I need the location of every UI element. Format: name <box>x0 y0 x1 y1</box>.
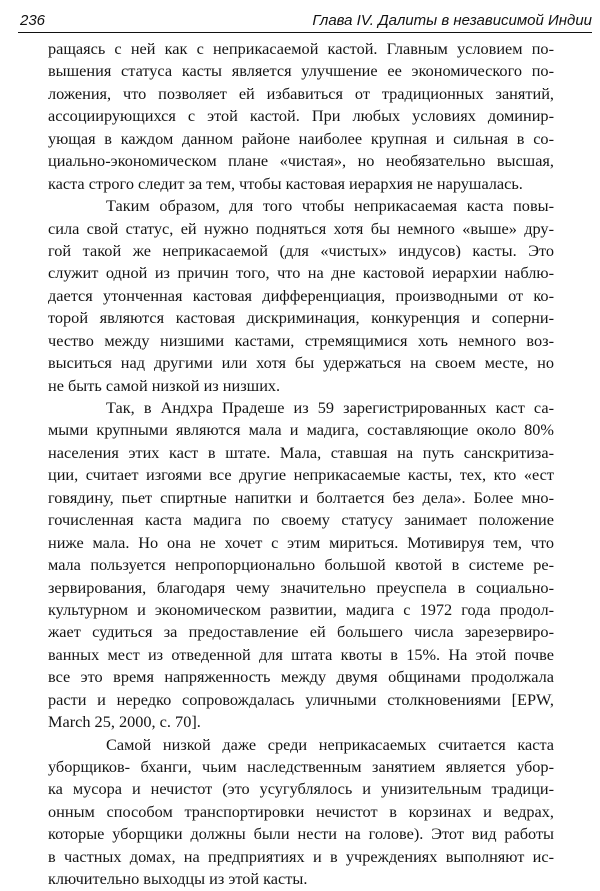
text-line: ращаясь с ней как с неприкасаемой кастой. Главным условием по- <box>48 39 554 58</box>
text-line: ка мусора и нечистот (это усугублялось и унизительным традици- <box>48 779 554 799</box>
text-line: вышения статуса касты является улучшение ее экономического по- <box>48 61 554 81</box>
text-line: ключительно выходцы из этой касты. <box>48 869 308 889</box>
text-line: мыми крупными являются мала и мадига, составляющие около 80% <box>48 420 554 440</box>
text-line: циально-экономическом плане «чистая», но необязательно высшая, <box>48 151 554 171</box>
text-line: которые уборщики должны были нести на голове). Этот вид работы <box>48 824 554 844</box>
text-line: ассоциирующихся с этой кастой. При любых условиях доминир- <box>48 106 554 126</box>
text-line: расти и нередко сопровождалась уличными столкновениями [EPW, <box>48 689 554 709</box>
text-line: выситься над другими или хотя бы удержаться на своем месте, но <box>48 353 554 373</box>
text-line: говядину, пьет спиртные напитки и болтается без дела». Более мно- <box>48 487 554 507</box>
text-line: служит одной из причин того, что на дне кастовой иерархии наблю- <box>48 263 554 283</box>
text-line: сила свой статус, ей нужно подняться хотя бы немного «выше» дру- <box>48 218 554 238</box>
text-line: все это время напряженность между двумя общинами продолжала <box>48 667 554 687</box>
text-line: Таким образом, для того чтобы неприкасаемая каста повы- <box>106 196 554 216</box>
text-line: зервирования, благодаря чему значительно преуспела в социально- <box>48 577 554 597</box>
text-line: чество между низшими кастами, стремящимися хоть немного воз- <box>48 330 554 350</box>
text-line: Самой низкой даже среди неприкасаемых считается каста <box>106 734 554 754</box>
text-line: жает судиться за предоставление ей большего числа зарезервиро- <box>48 622 554 642</box>
text-line: ниже мала. Но она не хочет с этим мириться. Мотивируя тем, что <box>48 532 554 552</box>
text-line: ванных мест из отведенной для штата квоты в 15%. На этой почве <box>48 644 554 664</box>
text-line: торой являются кастовая дискриминация, конкуренция и соперни- <box>48 308 554 328</box>
text-line: Так, в Андхра Прадеше из 59 зарегистрированных каст са- <box>106 398 554 417</box>
text-line: ции, считает изгоями все другие неприкасаемые касты, тех, кто «ест <box>48 465 554 485</box>
text-line: гочисленная каста мадига по своему статусу занимает положение <box>48 510 554 530</box>
text-line: ующая в каждом данном районе наиболее крупная и сильная в со- <box>48 128 554 148</box>
text-line: мала пользуется непропорционально большой квотой в системе ре- <box>48 555 554 575</box>
text-line: населения этих каст в штате. Мала, ставшая на путь санскритиза- <box>48 442 554 462</box>
text-line: March 25, 2000, с. 70]. <box>48 712 201 732</box>
text-line: в частных домах, на предприятиях и в учреждениях выполняют ис- <box>48 846 554 866</box>
page-header <box>18 10 592 33</box>
running-title: Глава IV. Далиты в независимой Индии <box>312 12 592 29</box>
text-line: не быть самой низкой из низших. <box>48 375 281 395</box>
text-line: онным способом транспортировки нечистот в корзинах и ведрах, <box>48 801 554 821</box>
text-line: гой такой же неприкасаемой (для «чистых» индусов) касты. Это <box>48 240 554 260</box>
text-line: культурном и экономическом развитии, мадига с 1972 года продол- <box>48 599 554 619</box>
body-text <box>48 38 554 891</box>
text-line: каста строго следит за тем, чтобы кастовая иерархия не нарушалась. <box>48 173 523 193</box>
text-line: дается утонченная кастовая дифференциация, производными от ко- <box>48 285 554 305</box>
text-line: ложения, что позволяет ей избавиться от традиционных занятий, <box>48 83 554 103</box>
page-number: 236 <box>20 12 46 29</box>
text-line: уборщиков- бханги, чьим наследственным занятием является убор- <box>48 757 554 776</box>
